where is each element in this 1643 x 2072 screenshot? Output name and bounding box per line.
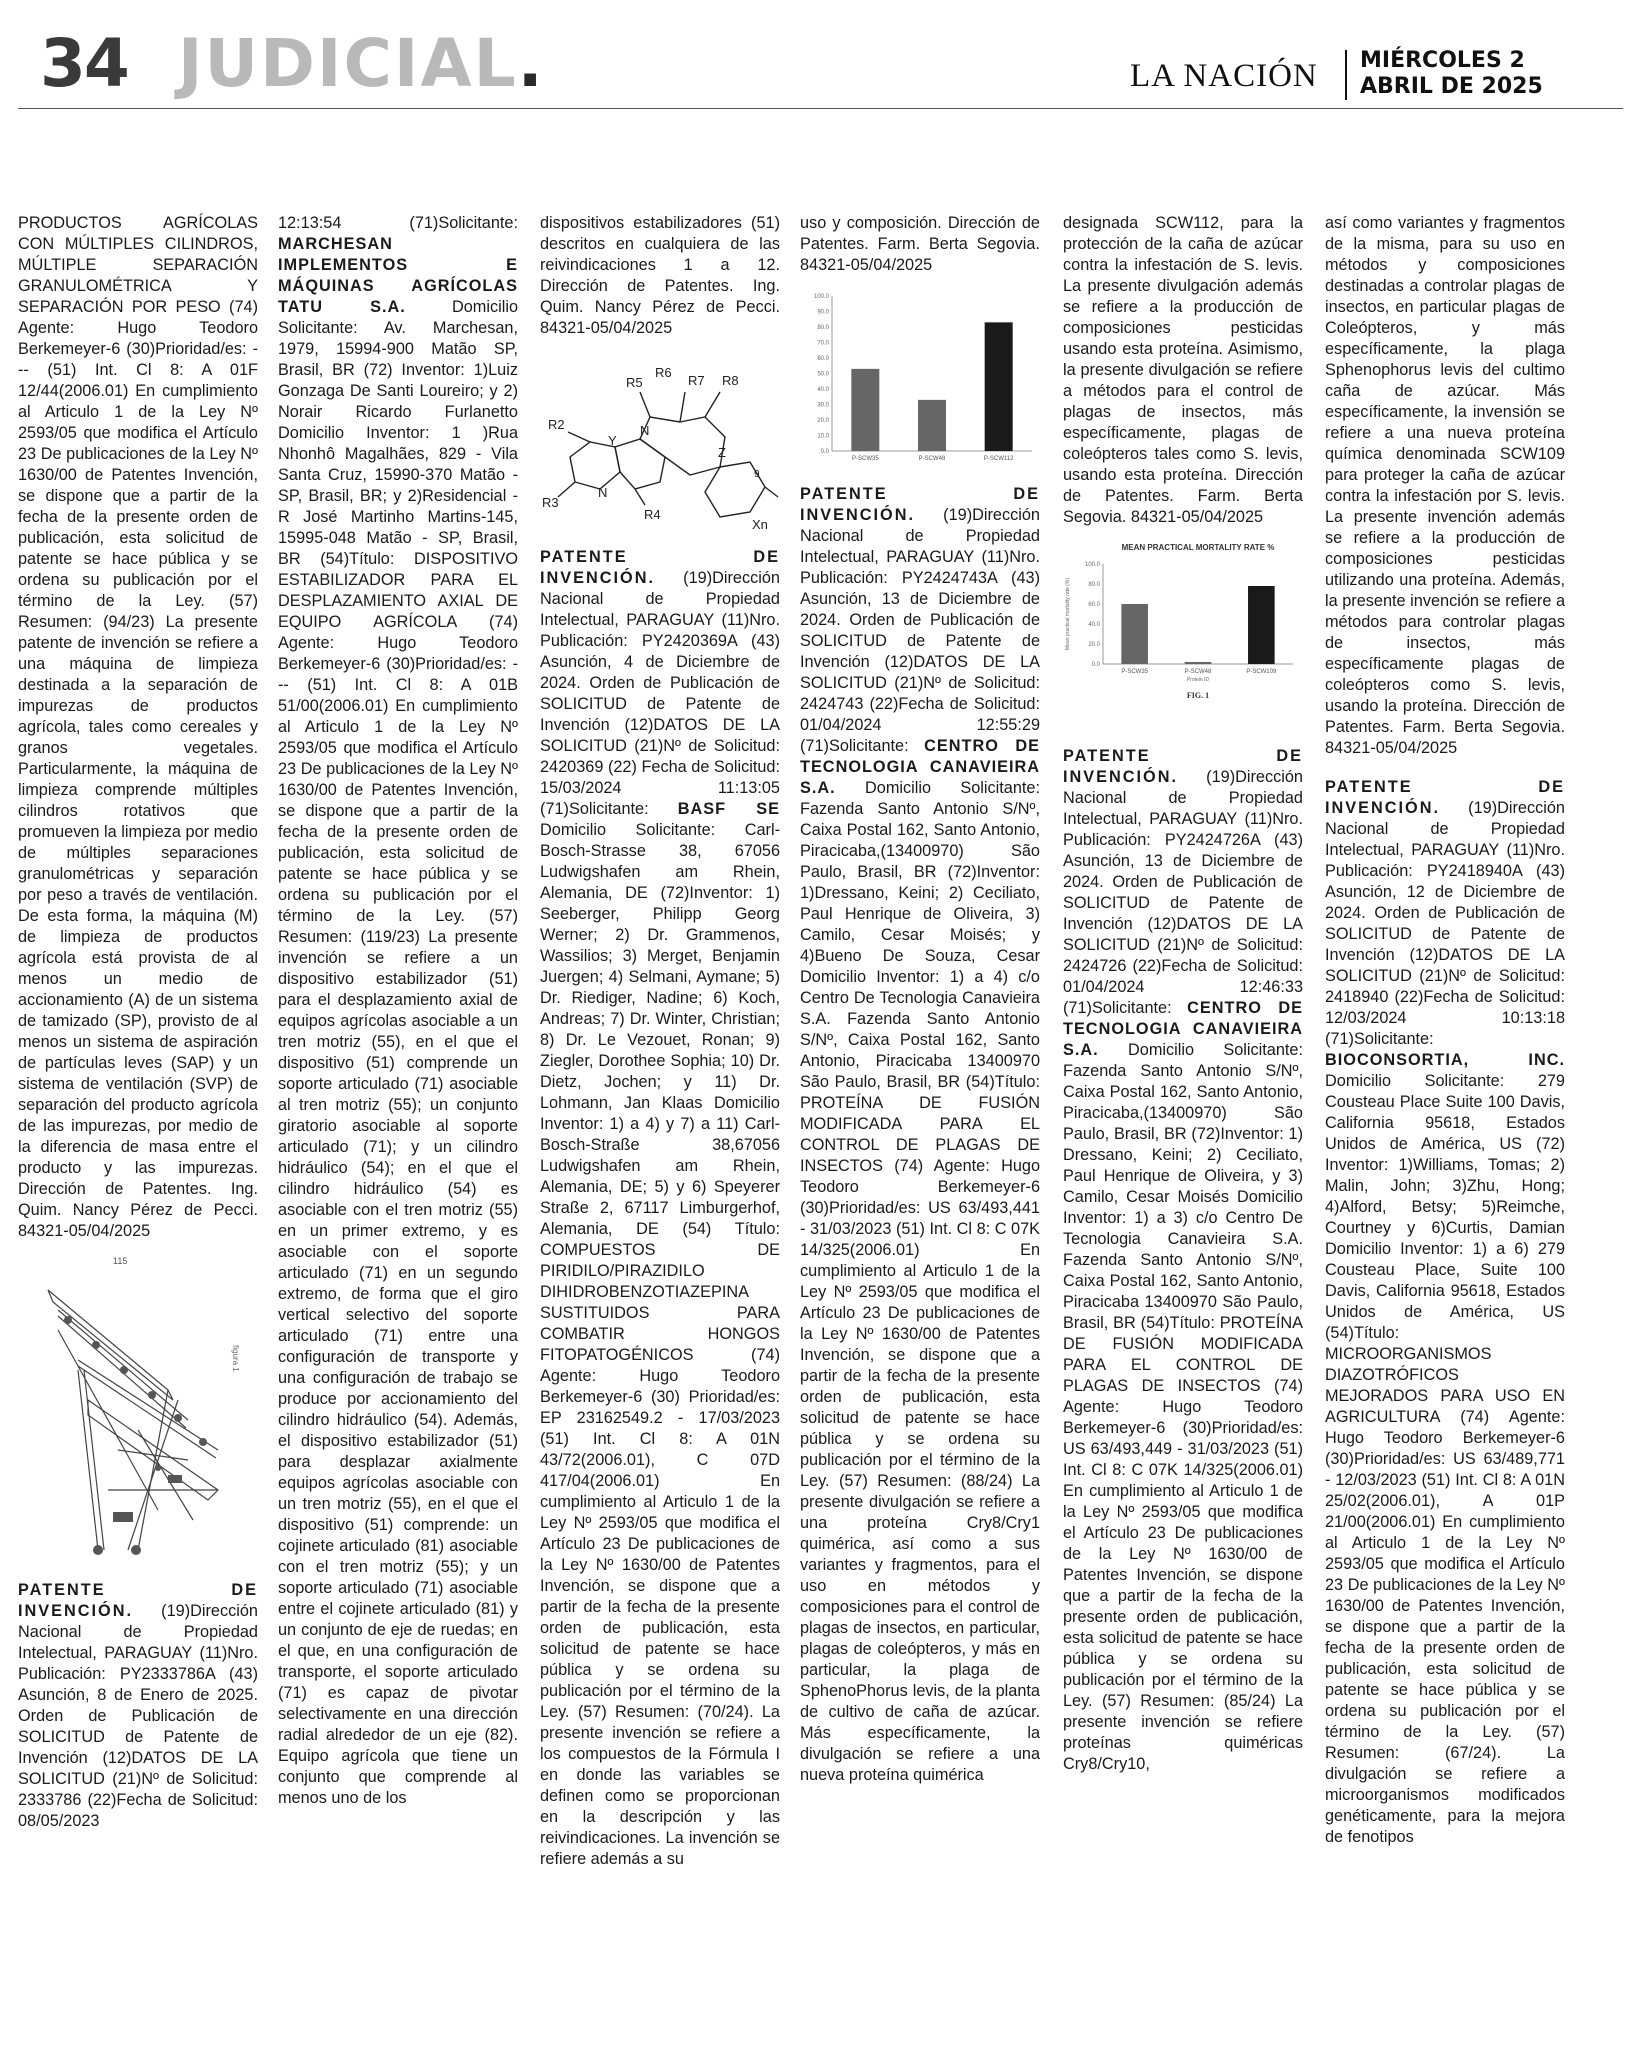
page-header (40, 25, 1600, 102)
applicant-name: BASF SE (677, 800, 780, 818)
col1-text: PRODUCTOS AGRÍCOLAS CON MÚLTIPLES CILINDROS, MÚLTIPLE SEPARACIÓN GRANULOMÉTRICA Y SEPARACIÓN POR PESO (74) Agente: Hugo Teodoro Berkemeyer-6 (30)Prioridad/es: --- (51) Int. Cl 8: A 01F 12/44(2006.01) En cumplimiento al Articulo 1 de la Ley Nº 2593/05 que modifica el Artículo 23 De publicaciones de la Ley Nº 1630/00 de Patentes Invención, se dispone que a partir de la fecha de la presente orden de publicación, esta solicitud de patente se hace pública y se ordena su publicación por el término de la Ley. (57) Resumen: (94/23) La presente patente de invención se refiere a una máquina de limpieza destinada a la separación de impurezas de productos agrícola, tales como cereales y granos vegetales. Particularmente, la máquina de limpieza comprende múltiples cilindros rotativos que promueven la limpieza por medio de múltiples separaciones granulométricas y separación por peso a través de ventilación. De esta forma, la máquina (M) de limpieza de productos agrícola está provista de al menos un medio de accionamiento (A) de un sistema de tamizado (SP), provisto de al menos un sistema de aspiración de partículas leves (SAP) y un sistema de ventilación (SVP) de separación del producto agrícola de las impurezas, por medio de la diferencia de masa entre el producto y las impurezas. Dirección de Patentes. Ing. Quim. Nancy Pérez de Pecci. 84321-05/04/2025 (18, 214, 258, 1240)
chart-bar (1185, 662, 1212, 664)
fig-label-top: 115 (113, 1256, 128, 1266)
col6-pre: (19)Dirección Nacional de Propiedad Intelectual, PARAGUAY (11)Nro. Publicación: PY2418940A (43) Asunción, 12 de Diciembre de 2024. Orden de Publicación de SOLICITUD de Patente de Invención (12)DATOS DE LA SOLICITUD (21)Nº de Solicitud: 2418940 (22)Fecha de Solicitud: 12/03/2024 10:13:18 (71)Solicitante: (1325, 799, 1565, 1048)
col1-entry-2 (18, 1580, 258, 1832)
chart-y-tick-label: 50.0 (817, 371, 829, 378)
chart-title: MEAN PRACTICAL MORTALITY RATE % (1121, 543, 1275, 552)
col6-text: así como variantes y fragmentos de la misma, para su uso en métodos y composiciones destinadas a controlar plagas de insectos, en particular plagas de Coleópteros, y más específicamente, la plaga Sphenophorus levis del cultimo caña de azúcar. Más específicamente, la invensión se refiere a una nueva proteína química denominada SCW109 para proteger la caña de azúcar contra la infestación por S. levis. La presente invención además se refiere a la producción de composiciones pesticidas utilizando una proteína. Además, la presente invención se refiere a métodos para controlar plagas de insectos, más específicamente plagas de coleópteros como S. levis, usando la proteína. Dirección de Patentes. Farm. Berta Segovia. 84321-05/04/2025 (1325, 214, 1565, 757)
chart-y-label: Mean practical mortality rate (%) (1065, 578, 1071, 650)
col4-pre: (19)Dirección Nacional de Propiedad Intelectual, PARAGUAY (11)Nro. Publicación: PY2424743A (43) Asunción, 13 de Diciembre de 2024. Orden de Publicación de SOLICITUD de Patente de Invención (12)DATOS DE LA SOLICITUD (21)Nº de Solicitud: 2424743 (22)Fecha de Solicitud: 01/04/2024 12:55:29 (71)Solicitante: (800, 506, 1040, 755)
chart-x-tick-label: P-SCW48 (918, 456, 946, 462)
struct-label: N (640, 423, 650, 438)
bar-chart-2 (1063, 536, 1303, 736)
issue-date (1360, 48, 1543, 100)
col4-entry-2 (800, 484, 1040, 1786)
col2-text (278, 213, 518, 1809)
struct-label: R8 (722, 373, 739, 388)
column-4 (800, 213, 1040, 1786)
chart-y-tick-label: 60.0 (817, 356, 829, 362)
chart-y-tick-label: 100.0 (1084, 562, 1100, 568)
applicant-name: CENTRO DE TECNOLOGIA CANAVIEIRA S.A. (800, 737, 1040, 797)
chemical-structure-figure (540, 347, 780, 537)
struct-label: R2 (548, 417, 565, 432)
patent-heading: PATENTE DE INVENCIÓN. (800, 485, 1040, 524)
chart-y-tick-label: 40.0 (1088, 622, 1100, 628)
struct-label: R5 (626, 375, 643, 390)
applicant-name: MARCHESAN IMPLEMENTOS E MÁQUINAS AGRÍCOLAS TATU S.A. (278, 235, 518, 316)
col6-entry-2 (1325, 777, 1565, 1848)
applicant-name: CENTRO DE TECNOLOGIA CANAVIEIRA S.A. (1063, 999, 1303, 1059)
machine-drawing (18, 1250, 258, 1570)
struct-label: R4 (644, 507, 661, 522)
col5-entry-2 (1063, 746, 1303, 1775)
chart-y-tick-label: 80.0 (817, 325, 829, 331)
chart-y-tick-label: 0.0 (820, 449, 829, 455)
newspaper-name: LA NACIÓN (1130, 58, 1318, 94)
col3-entry-2 (540, 547, 780, 1870)
col5-pre: (19)Dirección Nacional de Propiedad Intelectual, PARAGUAY (11)Nro. Publicación: PY2424726A (43) Asunción, 13 de Diciembre de 2024. Orden de Publicación de SOLICITUD de Patente de Invención (12)DATOS DE LA SOLICITUD (21)Nº de Solicitud: 2424726 (22)Fecha de Solicitud: 01/04/2024 12:46:33 (71)Solicitante: (1063, 768, 1303, 1017)
struct-label: 9 (754, 469, 760, 480)
col2-pre: 12:13:54 (71)Solicitante: (278, 214, 518, 232)
col4-post: Domicilio Solicitante: Fazenda Santo Antonio S/Nº, Caixa Postal 162, Santo Antonio, Piracicaba,(13400970) São Paulo, Brasil, BR (72)Inventor: 1)Dressano, Keini; 2) Ceciliato, Paul Henrique de Oliveira, 3) Camilo, Cesar Moisés; y 4)Bueno De Souza, Cesar Domicilio Inventor: 1) a 4) c/o Centro De Tecnologia Canavieira S.A. Fazenda Santo Antonio S/Nº, Caixa Postal 162, Santo Antonio, Piracicaba 13400970 São Paulo, Brasil, BR (54)Título: PROTEÍNA DE FUSIÓN MODIFICADA PARA EL CONTROL DE PLAGAS DE INSECTOS (74) Agente: Hugo Teodoro Berkemeyer-6 (30)Prioridad/es: US 63/493,441 - 31/03/2023 (51) Int. Cl 8: C 07K 14/325(2006.01) En cumplimiento al Articulo 1 de la Ley Nº 2593/05 que modifica el Artículo 23 De publicaciones de la Ley Nº 1630/00 de Patentes Invención, se dispone que a partir de la fecha de la presente orden de publicación, esta solicitud de patente se hace pública y se ordena su publicación por el término de la Ley. (57) Resumen: (88/24) La presente divulgación se refiere a una proteína Cry8/Cry1 quimérica, así como a sus variantes y fragmentos, para el uso en métodos y composiciones para el control de plagas de insectos, en particular, plagas de coleópteros, y más en particular, la plaga de SphenoPhorus levis, de la planta de cultivo de caña de azúcar. Más específicamente, la divulgación se refiere a una nueva proteína quimérica (800, 779, 1040, 1784)
chart-bar (1248, 586, 1275, 664)
chart-y-tick-label: 80.0 (1088, 582, 1100, 588)
column-5 (1063, 213, 1303, 1775)
issue-month-year: ABRIL DE 2025 (1360, 74, 1543, 99)
chart-y-tick-label: 70.0 (817, 340, 829, 347)
column-2 (278, 213, 518, 1809)
col4-text: uso y composición. Dirección de Patentes. Farm. Berta Segovia. 84321-05/04/2025 (800, 214, 1040, 274)
machine-figure (18, 1250, 258, 1570)
chart-x-tick-label: P-SCW48 (1184, 669, 1212, 675)
col6-post: Domicilio Solicitante: 279 Cousteau Place Suite 100 Davis, California 95618, Estados Unidos de América, US (72) Inventor: 1)Williams, Tomas; 2) Malin, John; 3)Zhu, Hong; 4)Alford, Betsy; 5)Reimche, Courtney y 6)Curtis, Damian Domicilio Inventor: 1) a 6) 279 Cousteau Place, Suite 100 Davis, California 95618, Estados Unidos de América, US (54)Título: MICROORGANISMOS DIAZOTRÓFICOS MEJORADOS PARA USO EN AGRICULTURA (74) Agente: Hugo Teodoro Berkemeyer-6 (30)Prioridad/es: US 63/489,771 - 12/03/2023 (51) Int. Cl 8: A 01N 25/02(2006.01), A 01P 21/00(2006.01) En cumplimiento al Articulo 1 de la Ley Nº 2593/05 que modifica el Artículo 23 De publicaciones de la Ley Nº 1630/00 de Patentes Invención, se dispone que a partir de la fecha de la presente orden de publicación, esta solicitud de patente se hace pública y se ordena su publicación por el término de la Ley. (57) Resumen: (67/24). La divulgación se refiere a microorganismos modificados genéticamente, para la mejora de fenotipos (1325, 1072, 1565, 1846)
chart-bar (1121, 604, 1148, 664)
chart-bar (985, 322, 1013, 451)
chart-y-tick-label: 0.0 (1091, 662, 1100, 668)
chemical-structure (540, 347, 780, 537)
bar-chart-2-svg (1063, 536, 1303, 736)
struct-label: Y (608, 433, 617, 448)
patent-heading: PATENTE DE INVENCIÓN. (540, 548, 780, 587)
chart-x-label: Protein ID (1186, 677, 1210, 683)
chart-y-tick-label: 100.0 (813, 294, 829, 300)
bar-chart-1-svg (800, 284, 1040, 474)
section-name: JUDICIAL (178, 25, 518, 102)
col3-text: dispositivos estabilizadores (51) descritos en cualquiera de las reivindicaciones 1 a 12. Dirección de Patentes. Ing. Quim. Nancy Pérez de Pecci. 84321-05/04/2025 (540, 214, 780, 337)
col5-text: designada SCW112, para la protección de la caña de azúcar contra la infestación de S. levis. La presente divulgación además se refiere a la producción de composiciones pesticidas usando esta proteína. Asimismo, la presente divulgación se refiere a métodos para el control de plagas de insectos, más específicamente, plagas de coleópteros tales como S. levis, usando esta proteína. Dirección de Patentes. Farm. Berta Segovia. 84321-05/04/2025 (1063, 214, 1303, 526)
struct-label: Z (718, 445, 726, 460)
chart-y-tick-label: 90.0 (817, 309, 829, 316)
chart-y-tick-label: 60.0 (1088, 602, 1100, 608)
fig-label-side: figura 1 (231, 1345, 240, 1372)
applicant-name: BIOCONSORTIA, INC. (1325, 1051, 1565, 1069)
chart-bar (918, 400, 946, 451)
column-3 (540, 213, 780, 1870)
struct-label: N (598, 485, 608, 500)
patent-heading: PATENTE DE INVENCIÓN. (1063, 747, 1303, 786)
chart-y-tick-label: 20.0 (817, 418, 829, 424)
page-number: 34 (40, 25, 128, 102)
header-divider (1345, 50, 1347, 100)
struct-label: R3 (542, 495, 559, 510)
section-title (178, 25, 545, 102)
col1-entry-2-text: (19)Dirección Nacional de Propiedad Intelectual, PARAGUAY (11)Nro. Publicación: PY2333786A (43) Asunción, 8 de Enero de 2025. Orden de Publicación de SOLICITUD de Patente de Invención (12)DATOS DE LA SOLICITUD (21)Nº de Solicitud: 2333786 (22)Fecha de Solicitud: 08/05/2023 (18, 1602, 258, 1830)
chart-x-tick-label: P-SCW35 (851, 456, 879, 462)
patent-heading: PATENTE DE INVENCIÓN. (18, 1581, 258, 1620)
chart-y-tick-label: 40.0 (817, 387, 829, 393)
header-rule (18, 108, 1623, 109)
col3-post: Domicilio Solicitante: Carl-Bosch-Strasse 38, 67056 Ludwigshafen am Rhein, Alemania, DE (72)Inventor: 1) Seeberger, Philipp Georg Werner; 2) Dr. Grammenos, Wassilios; 3) Merget, Benjamin Juergen; 4) Selmani, Aymane; 5) Dr. Riediger, Nadine; 6) Koch, Andreas; 7) Dr. Winter, Christian; 8) Dr. Le Vezouet, Ronan; 9) Ziegler, Dorothee Sophia; 10) Dr. Dietz, Jochen; y 11) Dr. Lohmann, Jan Klaas Domicilio Inventor: 1) a 4) y 7) a 11) Carl-Bosch-Straße 38,67056 Ludwigshafen am Rhein, Alemania, DE; 5) y 6) Speyerer Straße 2, 67117 Limburgerhof, Alemania, DE (54) Título: COMPUESTOS DE PIRIDILO/PIRAZIDILO DIHIDROBENZOTIAZEPINA SUSTITUIDOS PARA COMBATIR HONGOS FITOPATOGÉNICOS (74) Agente: Hugo Teodoro Berkemeyer-6 (30) Prioridad/es: EP 23162549.2 - 17/03/2023 (51) Int. Cl 8: A 01N 43/72(2006.01), C 07D 417/04(2006.01) En cumplimiento al Articulo 1 de la Ley Nº 2593/05 que modifica el Artículo 23 De publicaciones de la Ley Nº 1630/00 de Patentes Invención, se dispone que a partir de la fecha de la presente orden de publicación, esta solicitud de patente se hace pública y se ordena su publicación por el término de la Ley. (57) Resumen: (70/24). La presente invención se refiere a los compuestos de la Fórmula I en donde las variables se definen como se proporcionan en la descripción y las reivindicaciones. La invención se refiere además a su (540, 821, 780, 1868)
struct-label: R6 (655, 365, 672, 380)
chart-y-tick-label: 10.0 (817, 433, 829, 440)
chart-bar (851, 369, 879, 451)
chart-y-tick-label: 30.0 (817, 402, 829, 409)
chart-y-tick-label: 20.0 (1088, 642, 1100, 648)
section-dot: . (517, 25, 545, 102)
chart-caption: FIG. 1 (1186, 691, 1210, 700)
column-6 (1325, 213, 1565, 1848)
column-1 (18, 213, 258, 1832)
col3-pre: (19)Dirección Nacional de Propiedad Intelectual, PARAGUAY (11)Nro. Publicación: PY2420369A (43) Asunción, 4 de Diciembre de 2024. Orden de Publicación de SOLICITUD de Patente de Invención (12)DATOS DE LA SOLICITUD (21)Nº de Solicitud: 2420369 (22) Fecha de Solicitud: 15/03/2024 11:13:05 (71)Solicitante: (540, 569, 780, 818)
chart-x-tick-label: P-SCW109 (1246, 669, 1277, 675)
issue-weekday: MIÉRCOLES 2 (1360, 48, 1525, 73)
struct-label: Xn (752, 517, 768, 532)
struct-label: R7 (688, 373, 705, 388)
patent-heading: PATENTE DE INVENCIÓN. (1325, 778, 1565, 817)
col5-post: Domicilio Solicitante: Fazenda Santo Antonio S/Nº, Caixa Postal 162, Santo Antonio, Piracicaba,(13400970) São Paulo, Brasil, BR (72)Inventor: 1) Dressano, Keini; 2) Ceciliato, Paul Henrique de Oliveira, y 3) Camilo, Cesar Moisés Domicilio Inventor: 1) a 3) c/o Centro De Tecnologia Canavieira S.A. Fazenda Santo Antonio S/Nº, Caixa Postal 162, Santo Antonio, Piracicaba 13400970 São Paulo, Brasil, BR (54)Título: PROTEÍNA DE FUSIÓN MODIFICADA PARA EL CONTROL DE PLAGAS DE INSECTOS (74) Agente: Hugo Teodoro Berkemeyer-6 (30)Prioridad/es: US 63/493,449 - 31/03/2023 (51) Int. Cl 8: C 07K 14/325(2006.01) En cumplimiento al Articulo 1 de la Ley Nº 2593/05 que modifica el Artículo 23 De publicaciones de la Ley Nº 1630/00 de Patentes Invención, se dispone que a partir de la fecha de la presente orden de publicación, esta solicitud de patente se hace pública y se ordena su publicación por el término de la Ley. (57) Resumen: (85/24) La presente invención se refiere proteínas quiméricas Cry8/Cry10, (1063, 1041, 1303, 1773)
chart-x-tick-label: P-SCW35 (1121, 669, 1149, 675)
col2-body: Domicilio Solicitante: Av. Marchesan, 1979, 15994-900 Matão SP, Brasil, BR (72) Inventor: 1)Luiz Gonzaga De Santi Loureiro; y 2) Norair Ricardo Furlanetto Domicilio Inventor: 1 )Rua Nhonhô Magalhães, 829 - Vila Santa Cruz, 15990-370 Matão - SP, Brasil, BR; y 2)Residencial - R José Martinho Martins-145, 15995-048 Matão - SP, Brasil, BR (54)Título: DISPOSITIVO ESTABILIZADOR PARA EL DESPLAZAMIENTO AXIAL DE EQUIPO AGRÍCOLA (74) Agente: Hugo Teodoro Berkemeyer-6 (30)Prioridad/es: --- (51) Int. Cl 8: A 01B 51/00(2006.01) En cumplimiento al Articulo 1 de la Ley Nº 2593/05 que modifica el Artículo 23 De publicaciones de la Ley Nº 1630/00 de Patentes Invención, se dispone que a partir de la fecha de la presente orden de publicación, esta solicitud de patente se hace pública y se ordena su publicación por el término de la Ley. (57) Resumen: (119/23) La presente invención se refiere a un dispositivo estabilizador (51) para el desplazamiento axial de equipos agrícolas asociable a un tren motriz (55), en el que el dispositivo (51) comprende un soporte articulado (71) asociable al tren motriz (55); un conjunto giratorio asociable al soporte articulado (71); y un cilindro hidráulico (54); en el que el cilindro hidráulico (54) es asociable con el tren motriz (55) en un primer extremo, y es asociable con el soporte articulado (71) en un segundo extremo, de forma que el giro vertical selectivo del soporte articulado (71) entre una configuración de transporte y una configuración de trabajo se produce por accionamiento del cilindro hidráulico (54). Además, el dispositivo estabilizador (51) para desplazar axialmente equipos agrícolas asociable con un tren motriz (55), en el que el dispositivo (51) comprende: un cojinete articulado (81) asociable con el tren motriz (55); y un soporte articulado (71) asociable entre el cojinete articulado (81) y un conjunto de eje de ruedas; en el que, en una configuración de transporte, el soporte articulado (71) es capaz de pivotar selectivamente en una dirección radial alrededor de un eje (82). Equipo agrícola que tiene un conjunto que comprende al menos uno de los (278, 298, 518, 1807)
chart-x-tick-label: P-SCW112 (983, 456, 1014, 462)
bar-chart-1 (800, 284, 1040, 474)
